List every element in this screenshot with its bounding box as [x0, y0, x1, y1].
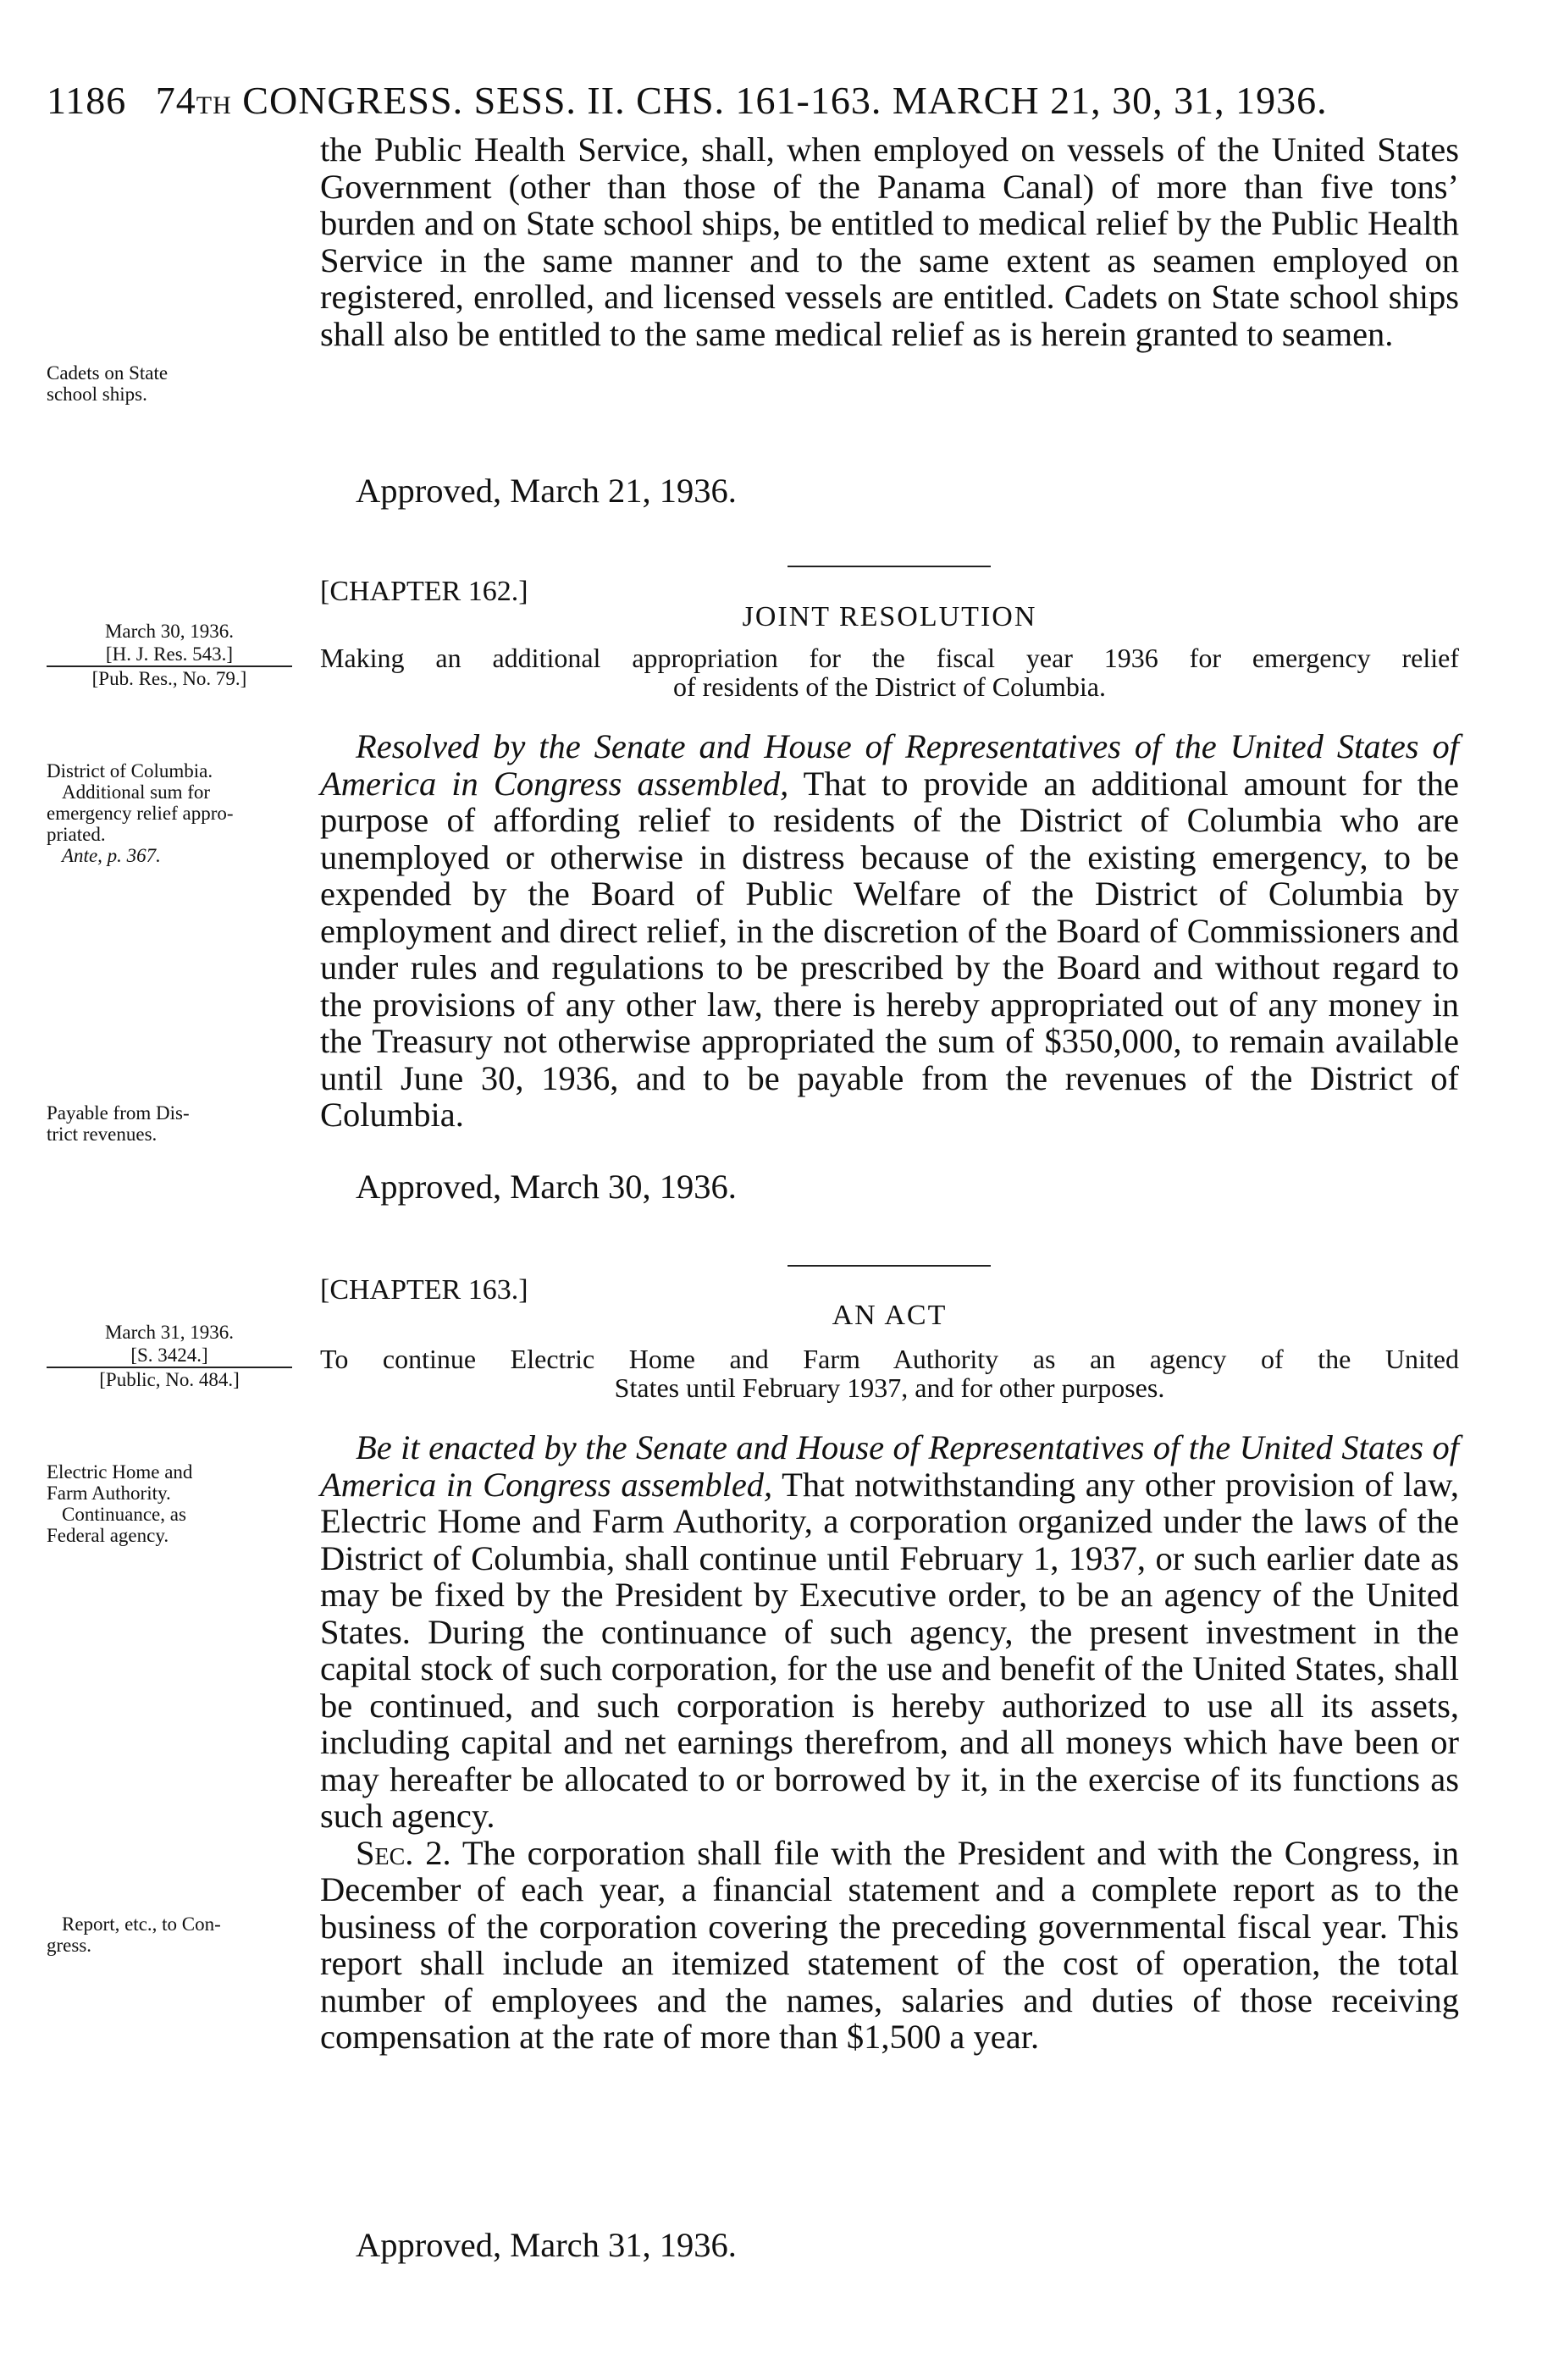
header-text: CONGRESS. SESS. II. CHS. 161-163. MARCH 21, 30, 31, 1936. [242, 79, 1328, 122]
ch162-purpose-line2: of residents of the District of Columbia. [672, 671, 1106, 702]
congress-ordinal-suffix: TH [196, 91, 232, 119]
ch163-text-2: The corporation shall file with the President and with the Congress, in December of each year, a financial statement and a complete report as to the business of the corporation covering the preceding governmental fiscal year. This report shall include an itemized statement of the cost of operation, the total number of employees and the names, salaries and duties of those receiving compensation at the rate of more than $1,500 a year. [320, 1833, 1459, 2056]
ch163-ref-bill: [S. 3424.] [47, 1344, 292, 1368]
margin-note-line: Federal agency. [47, 1525, 169, 1546]
ch163-enacting-clause: Be it enacted by the Senate and House of Representatives of the United States of America in Congress assembled, [320, 1428, 1459, 1504]
margin-note-payable [47, 1102, 309, 1145]
ch162-text: That to provide an additional amount for the purpose of affording relief to residents of the District of Columbia who are unemployed or otherwise in distress because of the existing emergency, to be expended by the Board of Public Welfare of the District of Columbia by employment and direct relief, in the discretion of the Board of Commissioners and under rules and regulations to be prescribed by the Board and without regard to the provisions of any other law, there is hereby appropriated out of any money in the Treasury not otherwise appropriated the sum of $350,000, to remain available until June 30, 1936, and to be payable from the revenues of the District of Columbia. [320, 764, 1459, 1134]
margin-note-line: Additional sum for [62, 781, 211, 803]
ch163-ref-pub: [Public, No. 484.] [99, 1369, 240, 1390]
ch162-purpose [320, 643, 1459, 701]
margin-note-line: trict revenues. [47, 1124, 158, 1145]
ch162-body [320, 728, 1459, 1134]
ch162-doc-type: JOINT RESOLUTION [742, 601, 1037, 632]
margin-note-line: Payable from Dis- [47, 1102, 190, 1124]
margin-note-line: District of Columbia. [47, 760, 213, 781]
ch161-body [320, 131, 1459, 352]
margin-note-line: Electric Home and [47, 1461, 193, 1483]
ch163-approved: Approved, March 31, 1936. [356, 2226, 737, 2264]
ch162-ref-pub: [Pub. Res., No. 79.] [91, 668, 247, 689]
ch162-paragraph [320, 728, 1459, 1134]
ch163-chapter-label: [CHAPTER 163.] [320, 1274, 528, 1306]
ch162-reference [47, 620, 292, 690]
ch163-paragraph-2 [320, 1835, 1459, 2056]
ch162-ref-date: March 30, 1936. [104, 621, 235, 642]
ch163-sec2-label: Sec. 2. [356, 1833, 451, 1872]
ch163-ref-date: March 31, 1936. [104, 1322, 235, 1343]
ch163-purpose-line2: States until February 1937, and for other purposes. [614, 1372, 1165, 1403]
ch161-approved: Approved, March 21, 1936. [356, 472, 737, 510]
ch163-reference [47, 1321, 292, 1391]
margin-note-line: school ships. [47, 384, 147, 405]
congress-number: 74 [155, 79, 196, 122]
margin-note-line: Farm Authority. [47, 1483, 171, 1504]
margin-note-district [47, 760, 309, 866]
ch162-ref-bill: [H. J. Res. 543.] [47, 643, 292, 667]
ch162-purpose-line1: Making an additional appropriation for the fiscal year 1936 for emergency relief [320, 643, 1459, 673]
margin-note-line: Continuance, as [62, 1504, 186, 1525]
section-separator [788, 566, 991, 567]
ch162-chapter-label: [CHAPTER 162.] [320, 576, 528, 607]
margin-note-line: Report, etc., to Con- [62, 1913, 221, 1935]
margin-note-cadets [47, 362, 309, 405]
margin-note-line: priated. [47, 824, 106, 845]
margin-note-report [47, 1913, 309, 1956]
ch163-text-1: That notwithstanding any other provision of law, Electric Home and Farm Authority, a corporation organized under the laws of the District of Columbia, shall continue until February 1, 1937, or such earlier date as may be fixed by the President by Executive order, to be an agency of the United States. During the continuance of such agency, the present investment in the capital stock of such corporation, for the use and benefit of the United States, shall be continued, and such corporation is hereby authorized to use all its assets, including capital and net earnings therefrom, and all moneys which have been or may hereafter be allocated to or borrowed by it, in the exercise of its functions as such agency. [320, 1465, 1459, 1835]
ch161-paragraph: the Public Health Service, shall, when employed on vessels of the United States Government (other than those of the Panama Canal) of more than five tons’ burden and on State school ships, be entitled to medical relief by the Public Health Service in the same manner and to the same extent as seamen employed on registered, enrolled, and licensed vessels are entitled. Cadets on State school ships shall also be entitled to the same medical relief as is herein granted to seamen. [320, 130, 1459, 353]
margin-note-electric-home [47, 1461, 309, 1546]
margin-note-line: gress. [47, 1935, 92, 1956]
page-number: 1186 [47, 79, 127, 122]
ch163-paragraph-1 [320, 1429, 1459, 1835]
ch163-purpose-line1: To continue Electric Home and Farm Authority as an agency of the United [320, 1344, 1459, 1374]
margin-note-ante: Ante, p. 367. [62, 845, 161, 866]
ch162-enacting-clause: Resolved by the Senate and House of Representatives of the United States of America in Congress assembled, [320, 727, 1459, 803]
margin-note-line: emergency relief appro- [47, 803, 234, 824]
page-header [47, 78, 1503, 123]
ch163-purpose [320, 1345, 1459, 1402]
ch163-doc-type: AN ACT [832, 1300, 948, 1331]
ch162-approved: Approved, March 30, 1936. [356, 1168, 737, 1206]
margin-note-line: Cadets on State [47, 362, 169, 384]
section-separator [788, 1265, 991, 1267]
ch163-body [320, 1429, 1459, 2056]
